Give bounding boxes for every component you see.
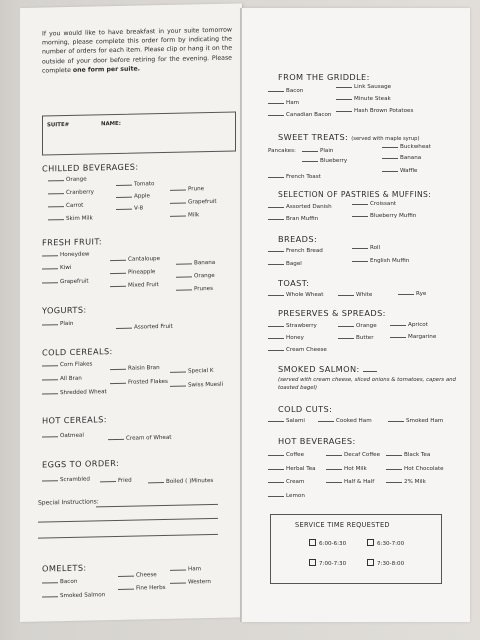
menu-item[interactable]: Link Sausage [336, 84, 391, 90]
menu-item[interactable]: Coffee [268, 452, 304, 458]
menu-item[interactable]: Frosted Flakes [110, 379, 168, 386]
checkbox-icon [367, 539, 374, 546]
menu-item[interactable]: Buckwheat [382, 144, 431, 150]
menu-item[interactable]: Bacon [42, 579, 77, 586]
menu-item[interactable]: Fried [100, 478, 132, 485]
menu-item[interactable]: Margarine [390, 334, 436, 340]
menu-item[interactable]: Rye [398, 291, 426, 297]
menu-item[interactable]: Cranberry [48, 189, 94, 196]
omelets-heading: OMELETS: [42, 562, 87, 574]
sweet-treats-heading: SWEET TREATS: (served with maple syrup) [278, 132, 420, 142]
sweet-note: (served with maple syrup) [351, 136, 420, 142]
menu-item[interactable]: Swiss Muesli [170, 382, 223, 389]
menu-item[interactable]: Prunes [176, 286, 213, 293]
menu-item[interactable]: Plain [302, 148, 333, 154]
menu-item[interactable]: Skim Milk [48, 215, 93, 222]
chilled-heading: CHILLED BEVERAGES: [42, 161, 139, 174]
menu-item[interactable]: Ham [268, 100, 299, 106]
menu-item[interactable]: French Toast [268, 174, 321, 180]
griddle-heading: FROM THE GRIDDLE: [278, 72, 370, 82]
menu-item[interactable]: Hot Milk [326, 466, 367, 472]
menu-item[interactable]: Tomato [116, 181, 154, 188]
suite-name-box[interactable] [42, 111, 236, 155]
service-time-box [270, 514, 442, 584]
menu-item[interactable]: Apricot [390, 322, 428, 328]
menu-item[interactable]: Smoked Salmon [42, 592, 105, 599]
menu-item[interactable]: Pineapple [110, 269, 155, 276]
menu-item[interactable]: Banana [176, 260, 215, 267]
right-menu-page [242, 8, 470, 622]
menu-item[interactable]: Herbal Tea [268, 466, 316, 472]
menu-item[interactable]: Carrot [48, 203, 83, 210]
menu-item[interactable]: Hash Brown Potatoes [336, 108, 413, 114]
time-option[interactable]: 6:00-6:30 [309, 539, 346, 547]
menu-item[interactable]: Strawberry [268, 323, 317, 329]
menu-item[interactable]: Shredded Wheat [42, 389, 107, 396]
preserves-heading: PRESERVES & SPREADS: [278, 308, 386, 318]
menu-item[interactable]: Banana [382, 155, 421, 161]
menu-item[interactable]: Canadian Bacon [268, 112, 331, 118]
name-label: NAME: [101, 120, 121, 128]
checkbox-icon [367, 559, 374, 566]
menu-item[interactable]: Grapefruit [42, 279, 89, 286]
menu-item[interactable]: Assorted Fruit [116, 324, 173, 331]
menu-item[interactable]: Bacon [268, 88, 303, 94]
menu-item[interactable]: Smoked Ham [388, 418, 443, 424]
menu-item[interactable]: Cheese [118, 572, 157, 579]
special-instructions-label: Special Instructions: [38, 498, 99, 507]
menu-item[interactable]: Half & Half [326, 479, 374, 485]
menu-item[interactable]: Waffle [382, 168, 417, 174]
left-menu-page [20, 3, 242, 622]
menu-item[interactable]: Prune [170, 186, 204, 193]
menu-item[interactable]: Orange [176, 273, 215, 280]
menu-item[interactable]: Milk [170, 212, 199, 219]
menu-item[interactable]: Grapefruit [170, 199, 217, 206]
menu-item[interactable]: Honeydew [42, 252, 90, 259]
menu-item[interactable]: English Muffin [352, 258, 409, 264]
menu-item[interactable]: V-8 [116, 205, 143, 212]
salmon-note: (served with cream cheese, sliced onions & tomatoes, capers and toasted bagel) [278, 377, 456, 391]
menu-item[interactable]: Fine Herbs [118, 585, 166, 592]
menu-item[interactable]: 2% Milk [386, 479, 426, 485]
menu-item[interactable]: Blueberry Muffin [352, 213, 416, 219]
menu-item[interactable]: Decaf Coffee [326, 452, 380, 458]
menu-item[interactable]: Black Tea [386, 452, 430, 458]
menu-item[interactable]: Ham [170, 566, 201, 573]
menu-item[interactable]: Croissant [352, 201, 396, 207]
cold-cereals-heading: COLD CEREALS: [42, 346, 113, 358]
menu-item[interactable]: Butter [338, 335, 374, 341]
menu-item[interactable]: Lemon [268, 493, 305, 499]
menu-item[interactable]: All Bran [42, 376, 82, 383]
menu-item[interactable]: Hot Chocolate [386, 466, 444, 472]
menu-item[interactable]: Apple [116, 193, 150, 200]
menu-item[interactable]: Bran Muffin [268, 216, 318, 222]
special-line[interactable] [38, 518, 218, 523]
menu-item[interactable]: Kiwi [42, 265, 71, 272]
special-line[interactable] [96, 504, 218, 508]
hot-beverages-heading: HOT BEVERAGES: [278, 436, 356, 446]
menu-item[interactable]: Orange [48, 177, 87, 184]
menu-item[interactable]: Western [170, 579, 211, 586]
menu-item[interactable]: Oatmeal [42, 433, 84, 440]
special-line[interactable] [38, 534, 218, 539]
menu-item[interactable]: Special K [170, 368, 214, 375]
checkbox-icon [309, 539, 316, 546]
menu-item[interactable]: Scrambled [42, 477, 90, 484]
intro-text: If you would like to have breakfast in your suite tomorrow morning, please complete this order form by indicating the number of orders for each item. Please clip or hang it on the outside of your door before retiring for the evening. Please complete one form per suite. [42, 26, 232, 75]
time-option[interactable]: 6:30-7:00 [367, 539, 404, 547]
toast-heading: TOAST: [278, 278, 310, 288]
menu-item[interactable]: Whole Wheat [268, 292, 323, 298]
menu-item[interactable]: Cantaloupe [110, 256, 160, 263]
menu-item[interactable]: Cooked Ham [318, 418, 372, 424]
menu-item[interactable]: Corn Flakes [42, 361, 92, 368]
cold-cuts-heading: COLD CUTS: [278, 404, 333, 414]
menu-item[interactable]: Minute Steak [336, 96, 391, 102]
menu-item[interactable]: Plain [42, 321, 73, 328]
menu-item[interactable]: White [338, 292, 372, 298]
time-option[interactable]: 7:30-8:00 [367, 559, 404, 567]
menu-item[interactable]: Bagel [268, 261, 302, 267]
menu-item[interactable]: Cream of Wheat [108, 435, 172, 442]
menu-item[interactable]: Blueberry [302, 158, 347, 164]
menu-item[interactable]: Cream Cheese [268, 347, 327, 353]
menu-item[interactable]: Mixed Fruit [110, 282, 159, 289]
breads-heading: BREADS: [278, 234, 318, 244]
eggs-heading: EGGS TO ORDER: [42, 457, 120, 470]
fruit-heading: FRESH FRUIT: [42, 236, 102, 248]
pancakes-label: Pancakes: [268, 148, 296, 154]
intro-bold: one form per suite. [72, 65, 141, 74]
smoked-salmon-heading: SMOKED SALMON: [278, 364, 377, 374]
yogurts-heading: YOGURTS: [42, 304, 87, 316]
menu-item[interactable]: Roll [352, 245, 380, 251]
time-option[interactable]: 7:00-7:30 [309, 559, 346, 567]
menu-item[interactable]: French Bread [268, 248, 323, 254]
menu-item[interactable]: Salami [268, 418, 305, 424]
menu-item[interactable]: Raisin Bran [110, 365, 160, 372]
menu-item[interactable]: Cream [268, 479, 304, 485]
checkbox-icon [309, 559, 316, 566]
menu-item[interactable]: Boiled ( )Minutes [148, 478, 213, 485]
menu-item[interactable]: Orange [338, 323, 377, 329]
pastries-heading: SELECTION OF PASTRIES & MUFFINS: [278, 190, 432, 199]
hot-cereals-heading: HOT CEREALS: [42, 414, 107, 426]
menu-item[interactable]: Assorted Danish [268, 204, 332, 210]
menu-item[interactable]: Honey [268, 335, 304, 341]
service-time-title: SERVICE TIME REQUESTED [295, 521, 390, 529]
suite-label: SUITE# [47, 121, 70, 129]
